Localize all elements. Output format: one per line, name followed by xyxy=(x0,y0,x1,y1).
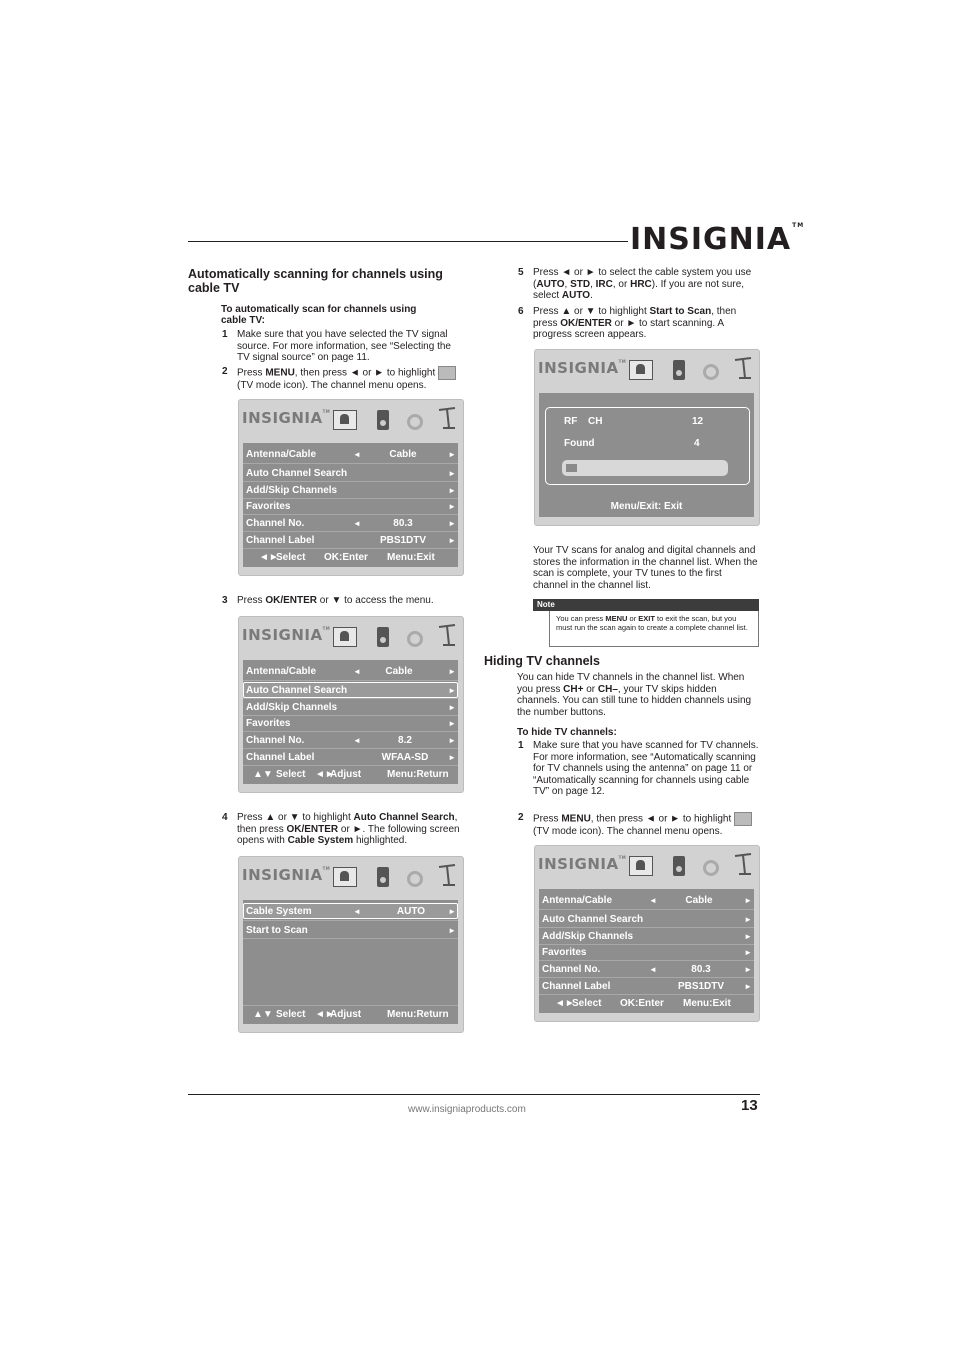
osd-footer: ▲▼ Select ◄► Adjust Menu:Return xyxy=(253,769,449,780)
osd-logo: INSIGNIA™ xyxy=(242,626,331,644)
antenna-icon xyxy=(733,356,753,380)
step-3: 3 Press OK/ENTER or ▼ to access the menu. xyxy=(222,595,434,606)
channel-count: 12 xyxy=(692,416,704,427)
procedure-title-hide: To hide TV channels: xyxy=(517,727,617,738)
scan-progress-bar xyxy=(562,460,728,476)
menu-row-cable-system[interactable]: Cable System ◄ AUTO ► xyxy=(243,903,458,919)
speaker-icon xyxy=(673,856,685,876)
procedure-title: To automatically scan for channels using cable TV: xyxy=(221,304,417,326)
osd-footer: ◄► Select OK:Enter Menu:Exit xyxy=(555,998,731,1009)
menu-row-channel-no[interactable]: Channel No. ◄ 80.3 ► xyxy=(246,518,456,529)
gear-icon xyxy=(703,364,719,380)
osd-channel-menu-1 xyxy=(238,399,464,576)
menu-row-channel-label[interactable]: Channel Label PBS1DTV ► xyxy=(246,535,456,546)
menu-row-auto-channel-search[interactable]: Auto Channel Search ► xyxy=(246,468,456,479)
header-rule xyxy=(188,241,628,242)
menu-row-channel-label[interactable]: Channel Label PBS1DTV ► xyxy=(542,981,752,992)
menu-row-antenna-cable[interactable]: Antenna/Cable ◄ Cable ► xyxy=(246,449,456,460)
menu-row-add-skip[interactable]: Add/Skip Channels ► xyxy=(246,485,456,496)
osd-footer: Menu/Exit: Exit xyxy=(610,501,683,512)
step-5: 5 Press ◄ or ► to select the cable system you use (AUTO, STD, IRC, or HRC). If you are not sure, select AUTO. xyxy=(518,267,752,301)
antenna-icon xyxy=(437,406,457,430)
osd-scan-progress xyxy=(534,349,760,526)
found-count: 4 xyxy=(694,438,700,449)
insignia-logo: INSIGNIA™ xyxy=(630,222,805,257)
osd-channel-menu-2 xyxy=(238,616,464,793)
tv-mode-icon xyxy=(438,366,456,380)
osd-logo: INSIGNIA™ xyxy=(242,866,331,884)
menu-row-add-skip[interactable]: Add/Skip Channels ► xyxy=(542,931,752,942)
tv-icon xyxy=(333,410,357,430)
menu-row-favorites[interactable]: Favorites ► xyxy=(246,718,456,729)
step-2: 2 Press MENU, then press ◄ or ► to highlight (TV mode icon). The channel menu opens. xyxy=(237,366,465,392)
step-4: 4 Press ▲ or ▼ to highlight Auto Channel Search, then press OK/ENTER or ►. The following screen opens with Cable System highlighted. xyxy=(222,812,460,846)
scan-progress-fill xyxy=(566,464,577,472)
speaker-icon xyxy=(673,360,685,380)
osd-menu-panel xyxy=(243,660,458,784)
scan-description: Your TV scans for analog and digital channels and stores the information in the channel list. When the scan is complete, your TV tunes to the first channel in the channel list. xyxy=(533,545,758,591)
tv-icon xyxy=(333,867,357,887)
scan-status-box: RF CH 12 Found 4 xyxy=(545,407,750,485)
osd-cable-system xyxy=(238,856,464,1033)
osd-menu-panel xyxy=(539,393,754,517)
menu-row-channel-no[interactable]: Channel No. ◄ 8.2 ► xyxy=(246,735,456,746)
hide-step-2: 2 Press MENU, then press ◄ or ► to highlight (TV mode icon). The channel menu opens. xyxy=(533,812,759,838)
gear-icon xyxy=(407,631,423,647)
menu-row-start-to-scan[interactable]: Start to Scan ► xyxy=(246,925,456,936)
step-6: 6 Press ▲ or ▼ to highlight Start to Scan, then press OK/ENTER or ► to start scanning. A progress screen appears. xyxy=(518,306,737,340)
footer-rule xyxy=(188,1094,760,1095)
tv-icon xyxy=(333,627,357,647)
menu-row-channel-label[interactable]: Channel Label WFAA-SD ► xyxy=(246,752,456,763)
hiding-description: You can hide TV channels in the channel list. When you press CH+ or CH–, your TV skips hidden channels. You can still tune to hidden channels using the number buttons. xyxy=(517,672,752,718)
menu-row-favorites[interactable]: Favorites ► xyxy=(542,947,752,958)
osd-channel-menu-3 xyxy=(534,845,760,1022)
footer-url[interactable]: www.insigniaproducts.com xyxy=(408,1104,526,1115)
hide-step-1: 1 Make sure that you have scanned for TV channels. For more information, see “Automatically scanning for TV channels using the antenna” on page 11 or “Automatically scanning for channels using cable TV” on page 12. xyxy=(518,740,759,797)
menu-row-add-skip[interactable]: Add/Skip Channels ► xyxy=(246,702,456,713)
osd-logo: INSIGNIA™ xyxy=(242,409,331,427)
osd-footer: ◄► Select OK:Enter Menu:Exit xyxy=(259,552,435,563)
speaker-icon xyxy=(377,627,389,647)
note-body: You can press MENU or EXIT to exit the scan, but you must run the scan again to create a complete channel list. xyxy=(549,611,759,647)
gear-icon xyxy=(407,871,423,887)
speaker-icon xyxy=(377,410,389,430)
antenna-icon xyxy=(437,623,457,647)
tv-mode-icon xyxy=(734,812,752,826)
menu-row-favorites[interactable]: Favorites ► xyxy=(246,501,456,512)
section-heading-hiding: Hiding TV channels xyxy=(484,654,600,668)
osd-menu-panel xyxy=(539,889,754,1013)
tv-icon xyxy=(629,360,653,380)
speaker-icon xyxy=(377,867,389,887)
osd-menu-panel xyxy=(243,900,458,1024)
gear-icon xyxy=(703,860,719,876)
tv-icon xyxy=(629,856,653,876)
osd-footer: ▲▼ Select ◄► Adjust Menu:Return xyxy=(253,1009,449,1020)
page-number: 13 xyxy=(741,1097,758,1114)
menu-row-antenna-cable[interactable]: Antenna/Cable ◄ Cable ► xyxy=(246,666,456,677)
section-heading: Automatically scanning for channels using cable TV xyxy=(188,267,443,295)
menu-row-channel-no[interactable]: Channel No. ◄ 80.3 ► xyxy=(542,964,752,975)
osd-menu-panel xyxy=(243,443,458,567)
step-1: 1 Make sure that you have selected the TV signal source. For more information, see “Selecting the TV signal source” on page 11. xyxy=(222,329,451,363)
antenna-icon xyxy=(733,852,753,876)
menu-row-auto-channel-search[interactable]: Auto Channel Search ► xyxy=(542,914,752,925)
note-heading: Note xyxy=(533,599,759,611)
menu-row-auto-channel-search[interactable]: Auto Channel Search ► xyxy=(243,682,458,698)
osd-logo: INSIGNIA™ xyxy=(538,855,627,873)
gear-icon xyxy=(407,414,423,430)
menu-row-antenna-cable[interactable]: Antenna/Cable ◄ Cable ► xyxy=(542,895,752,906)
osd-logo: INSIGNIA™ xyxy=(538,359,627,377)
antenna-icon xyxy=(437,863,457,887)
